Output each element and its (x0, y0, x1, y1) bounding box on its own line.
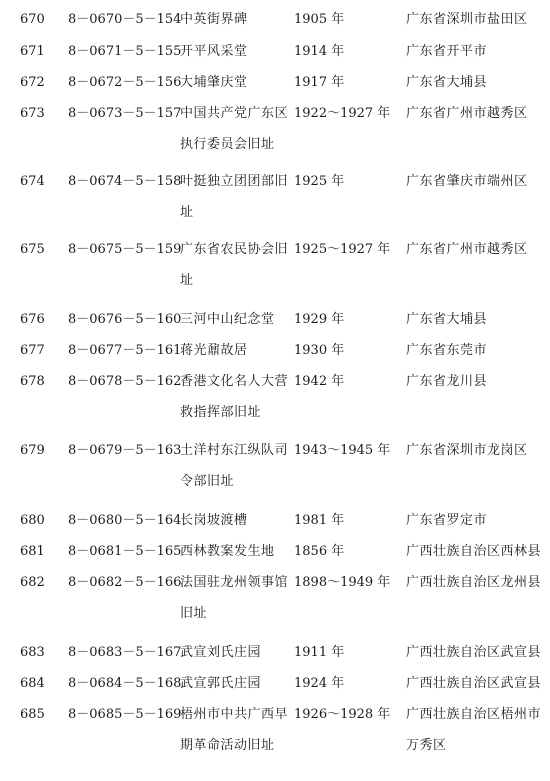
site-location: 广东省肇庆市端州区 (406, 174, 528, 189)
site-location: 广西壮族自治区武宣县 (406, 676, 542, 691)
site-era: 1925～1927 年 (294, 242, 391, 257)
site-era: 1898～1949 年 (294, 575, 391, 590)
table-row (0, 366, 550, 428)
row-number: 685 (20, 707, 45, 722)
row-number: 682 (20, 575, 45, 590)
row-number: 683 (20, 645, 45, 660)
table-row (0, 98, 550, 160)
site-code: 8－0671－5－155 (68, 44, 182, 59)
site-era: 1943～1945 年 (294, 443, 391, 458)
site-era: 1911 年 (294, 645, 345, 660)
row-number: 675 (20, 242, 45, 257)
site-name: 梧州市中共广西早期革命活动旧址 (180, 707, 289, 753)
site-name: 武宣郭氏庄园 (180, 676, 262, 691)
site-code: 8－0681－5－165 (68, 544, 182, 559)
row-number: 679 (20, 443, 45, 458)
site-code: 8－0677－5－161 (68, 343, 182, 358)
row-number: 684 (20, 676, 45, 691)
site-code: 8－0684－5－168 (68, 676, 182, 691)
row-number: 673 (20, 106, 45, 121)
site-location: 广东省大埔县 (406, 312, 488, 327)
row-number: 676 (20, 312, 45, 327)
site-name: 武宣刘氏庄园 (180, 645, 262, 660)
site-name: 蒋光鼐故居 (180, 343, 248, 358)
site-location: 广东省广州市越秀区 (406, 242, 528, 257)
site-location: 广东省罗定市 (406, 513, 488, 528)
row-number: 681 (20, 544, 45, 559)
site-location: 广东省深圳市盐田区 (406, 12, 528, 27)
site-code: 8－0673－5－157 (68, 106, 182, 121)
table-row (0, 67, 550, 98)
table-row (0, 699, 550, 781)
site-location: 广西壮族自治区龙州县 (406, 575, 542, 590)
site-era: 1926～1928 年 (294, 707, 391, 722)
site-location: 广西壮族自治区梧州市万秀区 (406, 707, 542, 753)
table-row (0, 4, 550, 35)
row-number: 672 (20, 75, 45, 90)
site-era: 1929 年 (294, 312, 345, 327)
site-era: 1856 年 (294, 544, 345, 559)
site-location: 广西壮族自治区西林县 (406, 544, 542, 559)
site-code: 8－0682－5－166 (68, 575, 182, 590)
site-era: 1917 年 (294, 75, 345, 90)
site-era: 1924 年 (294, 676, 345, 691)
site-name: 三河中山纪念堂 (180, 312, 275, 327)
site-code: 8－0678－5－162 (68, 374, 182, 389)
table-row (0, 567, 550, 629)
row-number: 674 (20, 174, 45, 189)
row-number: 671 (20, 44, 45, 59)
site-name: 广东省农民协会旧址 (180, 242, 289, 288)
site-code: 8－0675－5－159 (68, 242, 182, 257)
site-name: 法国驻龙州领事馆旧址 (180, 575, 289, 621)
site-era: 1925 年 (294, 174, 345, 189)
table-row (0, 304, 550, 335)
site-location: 广东省东莞市 (406, 343, 488, 358)
table-row (0, 36, 550, 67)
site-code: 8－0670－5－154 (68, 12, 182, 27)
site-location: 广西壮族自治区武宣县 (406, 645, 542, 660)
site-era: 1922～1927 年 (294, 106, 391, 121)
site-location: 广东省龙川县 (406, 374, 488, 389)
site-location: 广东省大埔县 (406, 75, 488, 90)
table-row (0, 505, 550, 536)
row-number: 678 (20, 374, 45, 389)
row-number: 670 (20, 12, 45, 27)
row-number: 677 (20, 343, 45, 358)
table-row (0, 637, 550, 668)
site-name: 土洋村东江纵队司令部旧址 (180, 443, 289, 489)
site-code: 8－0679－5－163 (68, 443, 182, 458)
site-code: 8－0685－5－169 (68, 707, 182, 722)
site-name: 大埔肇庆堂 (180, 75, 248, 90)
table-row (0, 668, 550, 699)
site-name: 西林教案发生地 (180, 544, 275, 559)
site-code: 8－0674－5－158 (68, 174, 182, 189)
site-era: 1914 年 (294, 44, 345, 59)
site-name: 中国共产党广东区执行委员会旧址 (180, 106, 289, 152)
site-code: 8－0680－5－164 (68, 513, 182, 528)
site-era: 1942 年 (294, 374, 345, 389)
site-era: 1905 年 (294, 12, 345, 27)
table-row (0, 234, 550, 296)
site-location: 广东省广州市越秀区 (406, 106, 528, 121)
site-location: 广东省开平市 (406, 44, 488, 59)
table-row (0, 435, 550, 497)
site-code: 8－0676－5－160 (68, 312, 182, 327)
site-name: 长岗坡渡槽 (180, 513, 248, 528)
table-row (0, 536, 550, 567)
table-row (0, 166, 550, 228)
site-name: 香港文化名人大营救指挥部旧址 (180, 374, 289, 420)
site-name: 中英街界碑 (180, 12, 248, 27)
row-number: 680 (20, 513, 45, 528)
site-name: 叶挺独立团团部旧址 (180, 174, 289, 220)
site-code: 8－0672－5－156 (68, 75, 182, 90)
site-location: 广东省深圳市龙岗区 (406, 443, 528, 458)
site-code: 8－0683－5－167 (68, 645, 182, 660)
site-era: 1981 年 (294, 513, 345, 528)
table-row (0, 335, 550, 366)
site-era: 1930 年 (294, 343, 345, 358)
site-name: 开平风采堂 (180, 44, 248, 59)
